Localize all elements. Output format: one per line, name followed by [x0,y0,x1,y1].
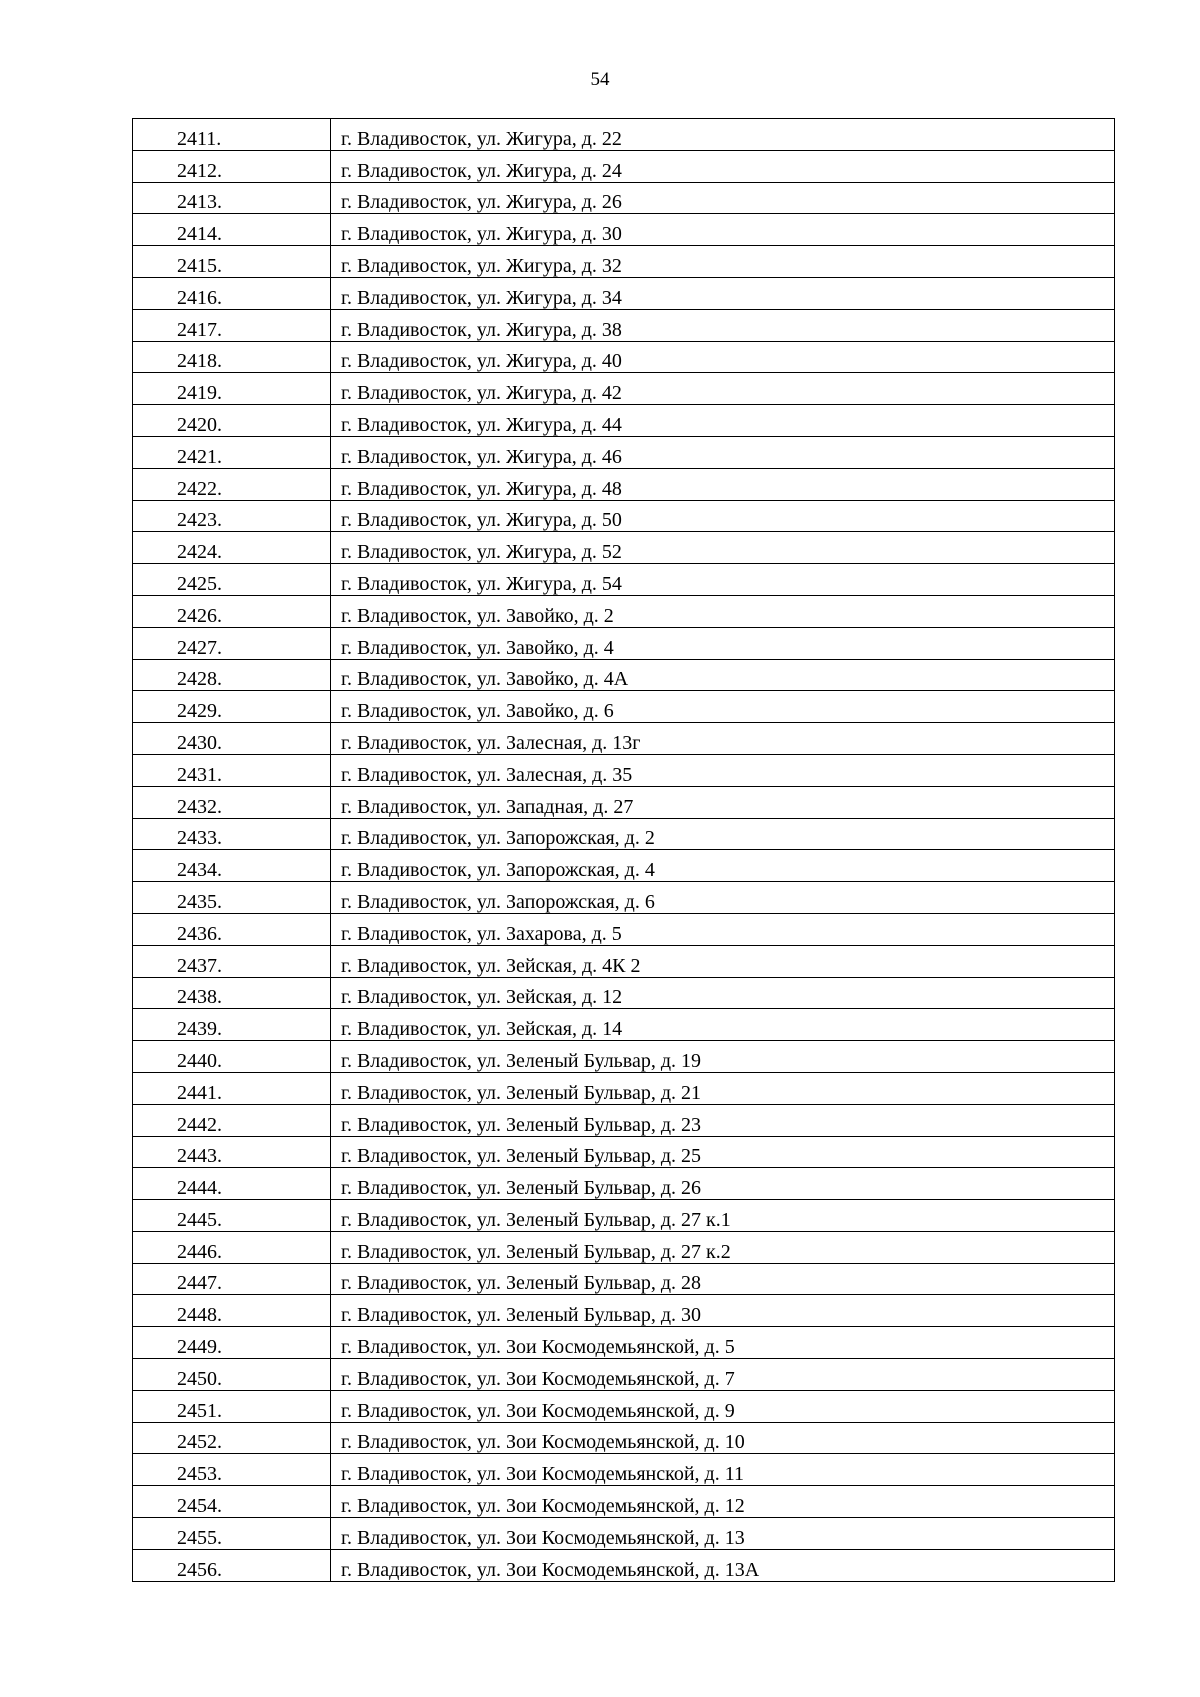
table-row [133,945,1115,977]
address-cell: г. Владивосток, ул. Жигура, д. 40 [331,341,1115,373]
row-number-cell: 2445. [133,1200,331,1232]
table-row [133,723,1115,755]
address-cell: г. Владивосток, ул. Зои Космодемьянской, д. 11 [331,1454,1115,1486]
table-row [133,1454,1115,1486]
address-cell: г. Владивосток, ул. Залесная, д. 13г [331,723,1115,755]
table-row [133,1327,1115,1359]
address-cell: г. Владивосток, ул. Жигура, д. 24 [331,150,1115,182]
row-number-cell: 2456. [133,1549,331,1581]
table-row [133,1136,1115,1168]
address-cell: г. Владивосток, ул. Зеленый Бульвар, д. 19 [331,1041,1115,1073]
table-row [133,436,1115,468]
table-row [133,1263,1115,1295]
row-number-cell: 2422. [133,468,331,500]
table-row [133,119,1115,151]
table-row [133,214,1115,246]
row-number-cell: 2427. [133,627,331,659]
row-number-cell: 2433. [133,818,331,850]
address-cell: г. Владивосток, ул. Зеленый Бульвар, д. 27 к.2 [331,1231,1115,1263]
table-row [133,659,1115,691]
row-number-cell: 2432. [133,786,331,818]
address-table [132,118,1115,1582]
table-row [133,1168,1115,1200]
row-number-cell: 2439. [133,1009,331,1041]
address-cell: г. Владивосток, ул. Завойко, д. 6 [331,691,1115,723]
address-cell: г. Владивосток, ул. Зои Космодемьянской, д. 10 [331,1422,1115,1454]
address-cell: г. Владивосток, ул. Завойко, д. 4А [331,659,1115,691]
address-cell: г. Владивосток, ул. Жигура, д. 32 [331,246,1115,278]
table-row [133,1422,1115,1454]
table-row [133,977,1115,1009]
address-cell: г. Владивосток, ул. Завойко, д. 2 [331,595,1115,627]
row-number-cell: 2443. [133,1136,331,1168]
table-row [133,913,1115,945]
address-cell: г. Владивосток, ул. Жигура, д. 30 [331,214,1115,246]
row-number-cell: 2436. [133,913,331,945]
row-number-cell: 2450. [133,1359,331,1391]
address-cell: г. Владивосток, ул. Жигура, д. 26 [331,182,1115,214]
row-number-cell: 2438. [133,977,331,1009]
row-number-cell: 2420. [133,405,331,437]
row-number-cell: 2434. [133,850,331,882]
row-number-cell: 2411. [133,119,331,151]
row-number-cell: 2431. [133,754,331,786]
address-cell: г. Владивосток, ул. Жигура, д. 48 [331,468,1115,500]
table-row [133,309,1115,341]
address-cell: г. Владивосток, ул. Жигура, д. 46 [331,436,1115,468]
address-cell: г. Владивосток, ул. Зои Космодемьянской, д. 12 [331,1486,1115,1518]
address-cell: г. Владивосток, ул. Зеленый Бульвар, д. 25 [331,1136,1115,1168]
row-number-cell: 2442. [133,1104,331,1136]
address-cell: г. Владивосток, ул. Зеленый Бульвар, д. 27 к.1 [331,1200,1115,1232]
row-number-cell: 2435. [133,882,331,914]
address-cell: г. Владивосток, ул. Зеленый Бульвар, д. 21 [331,1072,1115,1104]
table-row [133,1072,1115,1104]
address-cell: г. Владивосток, ул. Жигура, д. 22 [331,119,1115,151]
row-number-cell: 2417. [133,309,331,341]
address-cell: г. Владивосток, ул. Жигура, д. 34 [331,277,1115,309]
table-row [133,468,1115,500]
row-number-cell: 2449. [133,1327,331,1359]
address-cell: г. Владивосток, ул. Зои Космодемьянской, д. 7 [331,1359,1115,1391]
row-number-cell: 2416. [133,277,331,309]
table-row [133,405,1115,437]
page-number: 54 [590,69,610,90]
table-row [133,277,1115,309]
table-row [133,1231,1115,1263]
table-row [133,1104,1115,1136]
row-number-cell: 2412. [133,150,331,182]
table-row [133,150,1115,182]
row-number-cell: 2437. [133,945,331,977]
row-number-cell: 2448. [133,1295,331,1327]
address-cell: г. Владивосток, ул. Завойко, д. 4 [331,627,1115,659]
table-row [133,1390,1115,1422]
table-row [133,1486,1115,1518]
table-row [133,882,1115,914]
table-row [133,1549,1115,1581]
row-number-cell: 2418. [133,341,331,373]
address-cell: г. Владивосток, ул. Зои Космодемьянской, д. 13А [331,1549,1115,1581]
address-cell: г. Владивосток, ул. Зои Космодемьянской, д. 9 [331,1390,1115,1422]
address-cell: г. Владивосток, ул. Жигура, д. 50 [331,500,1115,532]
row-number-cell: 2424. [133,532,331,564]
table-row [133,1200,1115,1232]
address-cell: г. Владивосток, ул. Зейская, д. 4К 2 [331,945,1115,977]
address-cell: г. Владивосток, ул. Жигура, д. 44 [331,405,1115,437]
row-number-cell: 2421. [133,436,331,468]
row-number-cell: 2440. [133,1041,331,1073]
row-number-cell: 2455. [133,1518,331,1550]
address-cell: г. Владивосток, ул. Зеленый Бульвар, д. 28 [331,1263,1115,1295]
row-number-cell: 2423. [133,500,331,532]
table-row [133,818,1115,850]
address-cell: г. Владивосток, ул. Зеленый Бульвар, д. 30 [331,1295,1115,1327]
row-number-cell: 2441. [133,1072,331,1104]
address-cell: г. Владивосток, ул. Жигура, д. 54 [331,564,1115,596]
table-row [133,182,1115,214]
row-number-cell: 2430. [133,723,331,755]
address-cell: г. Владивосток, ул. Западная, д. 27 [331,786,1115,818]
table-row [133,850,1115,882]
address-cell: г. Владивосток, ул. Зейская, д. 12 [331,977,1115,1009]
row-number-cell: 2446. [133,1231,331,1263]
row-number-cell: 2429. [133,691,331,723]
address-cell: г. Владивосток, ул. Залесная, д. 35 [331,754,1115,786]
address-cell: г. Владивосток, ул. Зеленый Бульвар, д. 23 [331,1104,1115,1136]
row-number-cell: 2452. [133,1422,331,1454]
row-number-cell: 2425. [133,564,331,596]
table-row [133,564,1115,596]
address-table-body [133,119,1115,1582]
row-number-cell: 2415. [133,246,331,278]
table-row [133,532,1115,564]
address-cell: г. Владивосток, ул. Запорожская, д. 2 [331,818,1115,850]
row-number-cell: 2447. [133,1263,331,1295]
table-row [133,1295,1115,1327]
row-number-cell: 2453. [133,1454,331,1486]
table-row [133,1009,1115,1041]
address-cell: г. Владивосток, ул. Жигура, д. 42 [331,373,1115,405]
address-cell: г. Владивосток, ул. Зои Космодемьянской, д. 5 [331,1327,1115,1359]
table-row [133,1359,1115,1391]
row-number-cell: 2428. [133,659,331,691]
address-cell: г. Владивосток, ул. Зеленый Бульвар, д. 26 [331,1168,1115,1200]
table-row [133,500,1115,532]
row-number-cell: 2419. [133,373,331,405]
row-number-cell: 2413. [133,182,331,214]
row-number-cell: 2426. [133,595,331,627]
row-number-cell: 2454. [133,1486,331,1518]
row-number-cell: 2414. [133,214,331,246]
table-row [133,786,1115,818]
row-number-cell: 2451. [133,1390,331,1422]
address-cell: г. Владивосток, ул. Запорожская, д. 6 [331,882,1115,914]
table-row [133,373,1115,405]
table-row [133,341,1115,373]
address-cell: г. Владивосток, ул. Запорожская, д. 4 [331,850,1115,882]
table-row [133,595,1115,627]
address-cell: г. Владивосток, ул. Жигура, д. 38 [331,309,1115,341]
table-row [133,1041,1115,1073]
table-row [133,691,1115,723]
table-row [133,246,1115,278]
address-cell: г. Владивосток, ул. Зои Космодемьянской, д. 13 [331,1518,1115,1550]
row-number-cell: 2444. [133,1168,331,1200]
table-row [133,754,1115,786]
address-cell: г. Владивосток, ул. Жигура, д. 52 [331,532,1115,564]
table-row [133,1518,1115,1550]
address-cell: г. Владивосток, ул. Зейская, д. 14 [331,1009,1115,1041]
address-cell: г. Владивосток, ул. Захарова, д. 5 [331,913,1115,945]
table-row [133,627,1115,659]
